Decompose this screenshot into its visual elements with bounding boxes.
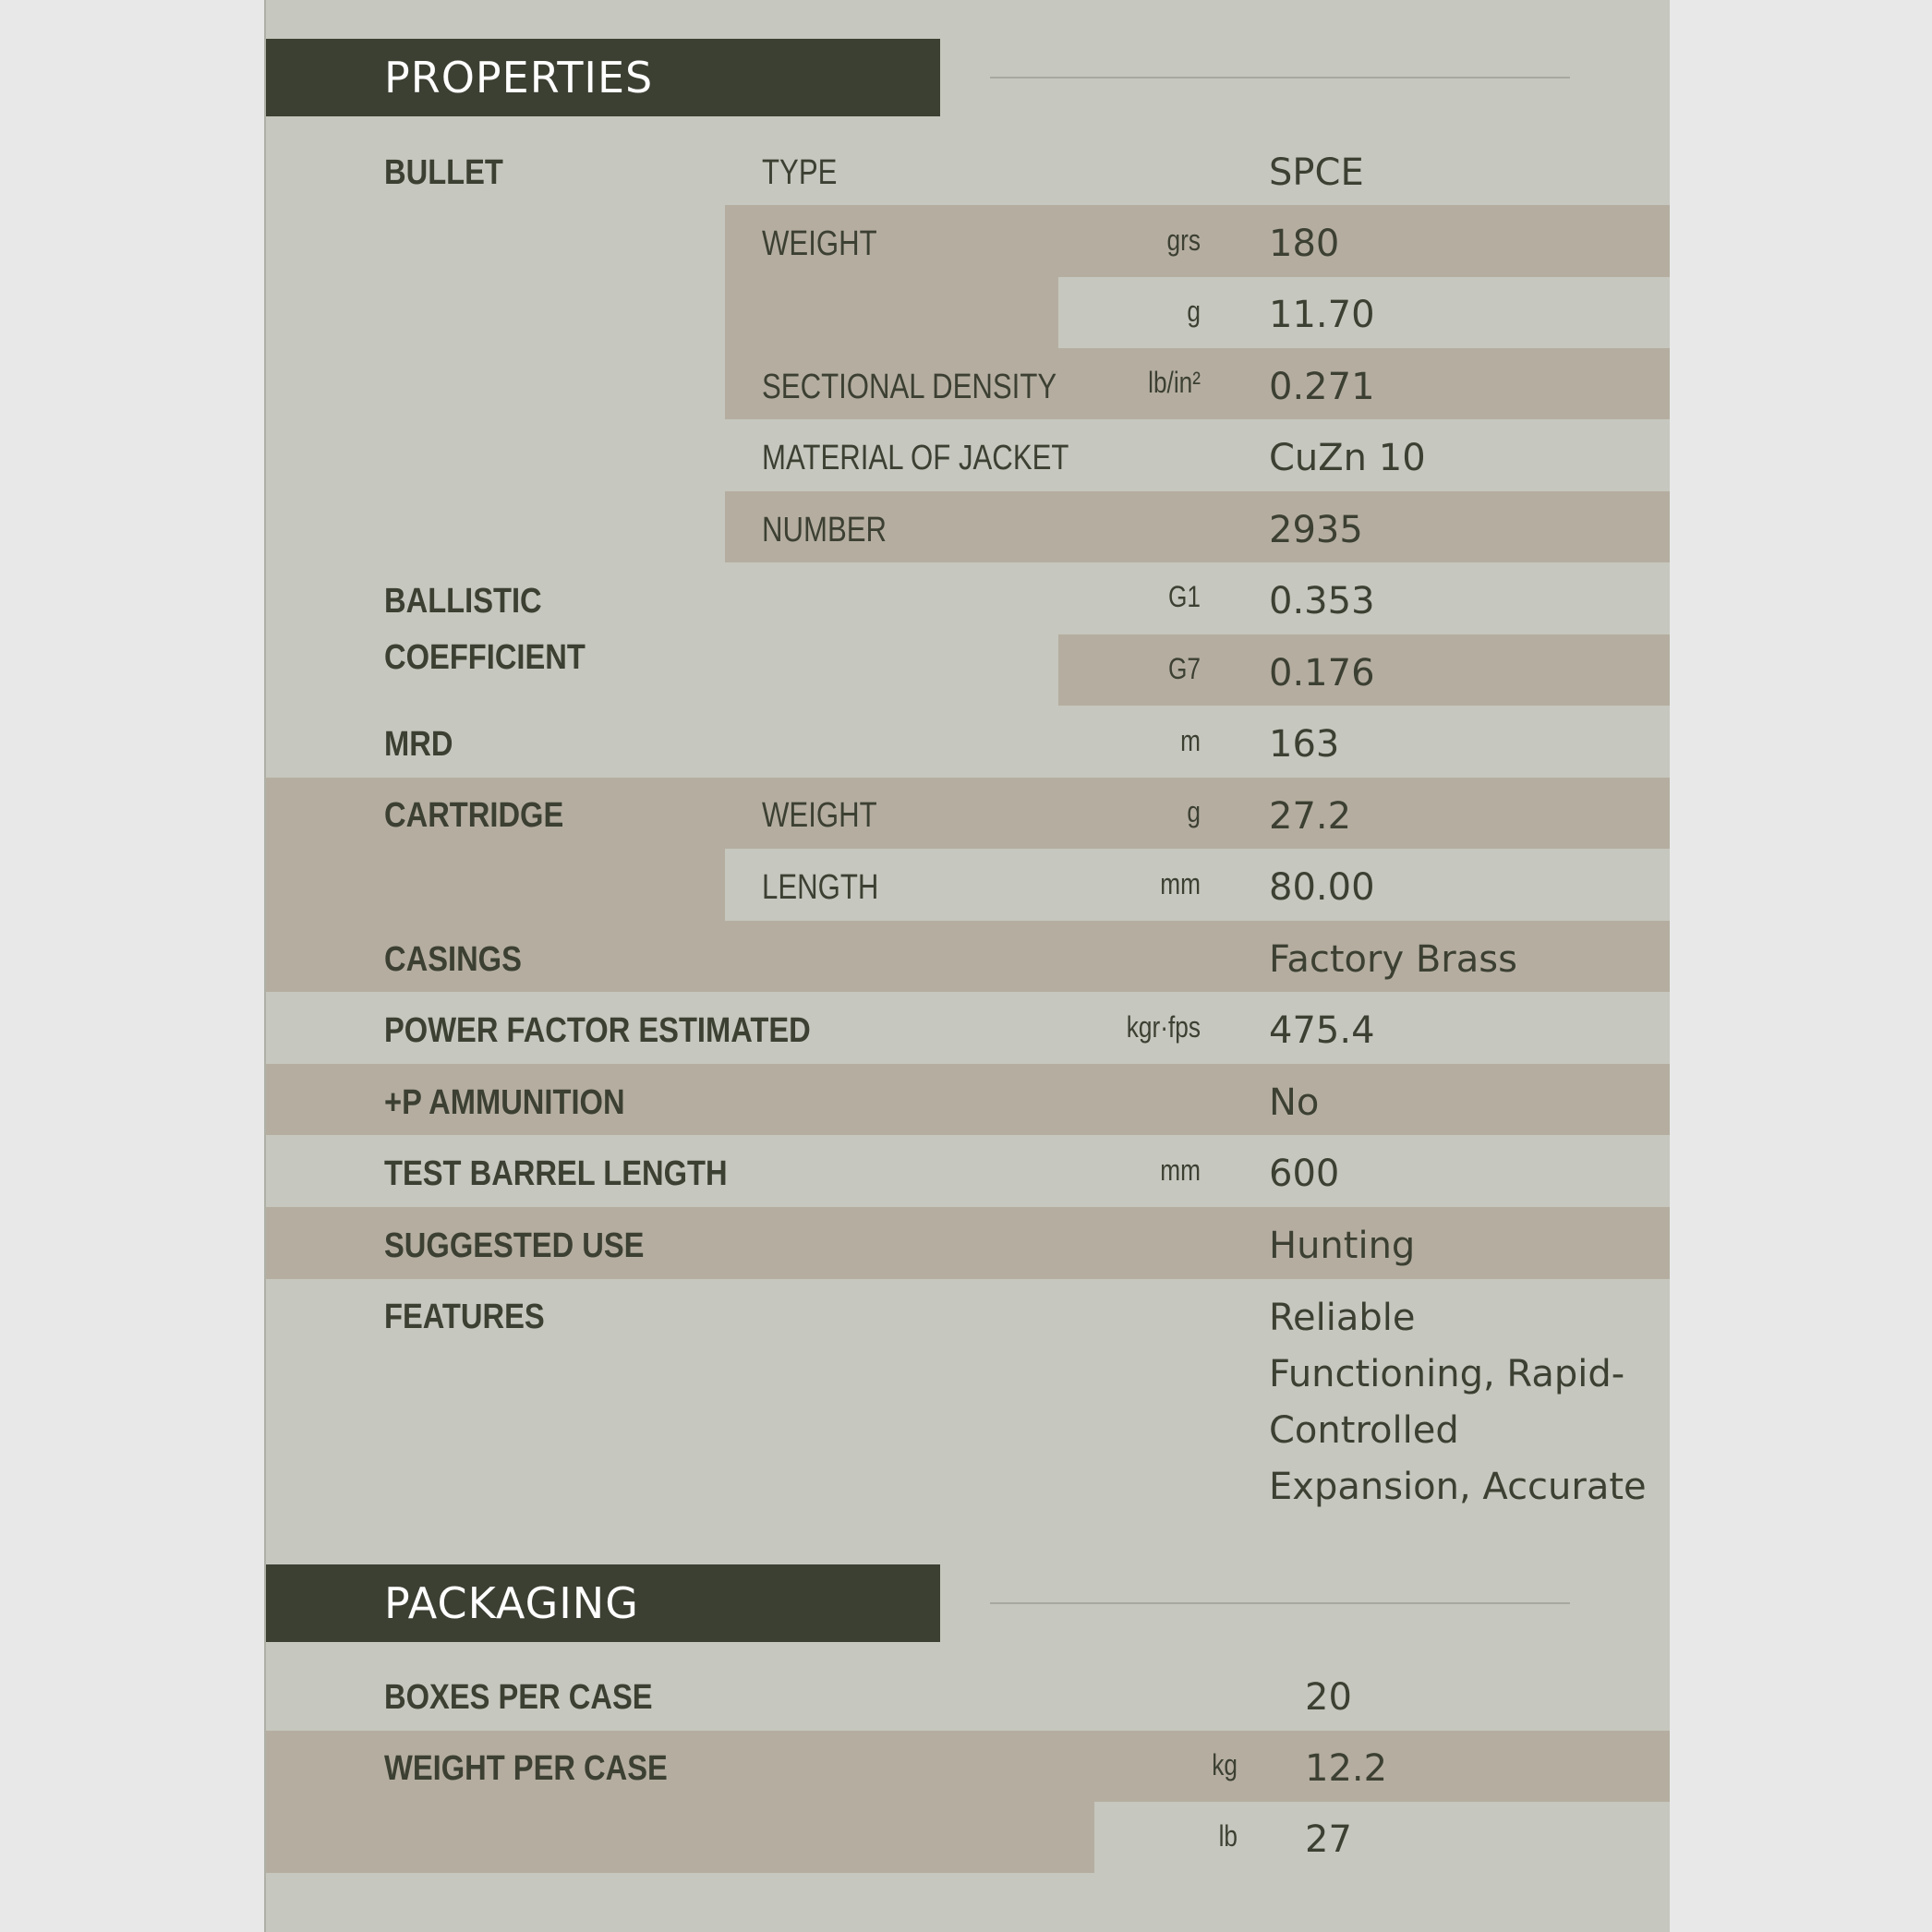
weight-per-case-kg-unit: kg (1212, 1748, 1238, 1781)
weight-per-case-lb-value: 27 (1305, 1818, 1352, 1861)
weight-per-case-label: WEIGHT PER CASE (384, 1749, 668, 1788)
features-line: Controlled (1269, 1409, 1459, 1452)
properties-header: PROPERTIES (266, 39, 940, 116)
bullet-weight-g-unit: g (1187, 295, 1201, 328)
test-barrel-length-value: 600 (1269, 1153, 1340, 1195)
ballistic-g1-value: 0.353 (1269, 580, 1375, 622)
boxes-per-case-label: BOXES PER CASE (384, 1678, 653, 1717)
band-weight-per-case-left (266, 1802, 1094, 1873)
features-line: Expansion, Accurate (1269, 1466, 1647, 1508)
cartridge-weight-value: 27.2 (1269, 795, 1352, 838)
suggested-use-value: Hunting (1269, 1225, 1416, 1267)
bullet-weight-grs-unit: grs (1166, 223, 1201, 257)
sectional-density-label: SECTIONAL DENSITY (762, 368, 1057, 406)
bullet-weight-label: WEIGHT (762, 224, 877, 263)
bullet-label: BULLET (384, 153, 503, 192)
ballistic-label-line1: BALLISTIC (384, 582, 542, 621)
features-value (1269, 1290, 1657, 1515)
properties-header-rule (990, 77, 1570, 78)
properties-sheet (264, 0, 1670, 1932)
bullet-type-value: SPCE (1269, 151, 1364, 194)
bullet-number-value: 2935 (1269, 509, 1363, 551)
sectional-density-value: 0.271 (1269, 366, 1375, 408)
ballistic-g7-unit: G7 (1167, 652, 1201, 685)
ballistic-label-line2: COEFFICIENT (384, 638, 586, 677)
test-barrel-length-unit: mm (1160, 1153, 1201, 1187)
cartridge-label: CARTRIDGE (384, 796, 564, 835)
bullet-type-label: TYPE (762, 153, 838, 192)
plus-p-value: No (1269, 1081, 1320, 1124)
packaging-header-rule (990, 1602, 1570, 1604)
cartridge-length-unit: mm (1160, 867, 1201, 900)
bullet-weight-grs-value: 180 (1269, 223, 1340, 265)
bullet-weight-g-value: 11.70 (1269, 294, 1375, 336)
power-factor-unit: kgr·fps (1126, 1010, 1201, 1044)
weight-per-case-lb-unit: lb (1218, 1819, 1238, 1853)
power-factor-value: 475.4 (1269, 1009, 1375, 1052)
ballistic-g1-unit: G1 (1167, 580, 1201, 613)
ballistic-g7-value: 0.176 (1269, 652, 1375, 694)
mrd-unit: m (1180, 724, 1201, 757)
cartridge-length-label: LENGTH (762, 868, 879, 907)
features-label: FEATURES (384, 1298, 545, 1336)
jacket-material-value: CuZn 10 (1269, 437, 1426, 479)
power-factor-label: POWER FACTOR ESTIMATED (384, 1011, 811, 1050)
suggested-use-label: SUGGESTED USE (384, 1226, 645, 1265)
band-cartridge-left (266, 849, 725, 921)
boxes-per-case-value: 20 (1305, 1676, 1352, 1719)
bullet-number-label: NUMBER (762, 511, 888, 549)
cartridge-weight-unit: g (1187, 795, 1201, 828)
casings-label: CASINGS (384, 940, 522, 979)
mrd-value: 163 (1269, 723, 1340, 766)
sectional-density-unit: lb/in² (1148, 366, 1201, 399)
jacket-material-label: MATERIAL OF JACKET (762, 439, 1069, 477)
cartridge-weight-label: WEIGHT (762, 796, 877, 835)
features-line: Reliable (1269, 1297, 1416, 1339)
band-bullet-weight-left (725, 277, 1058, 348)
weight-per-case-kg-value: 12.2 (1305, 1747, 1388, 1790)
plus-p-label: +P AMMUNITION (384, 1083, 625, 1122)
casings-value: Factory Brass (1269, 938, 1517, 981)
test-barrel-length-label: TEST BARREL LENGTH (384, 1154, 728, 1193)
cartridge-length-value: 80.00 (1269, 866, 1375, 909)
mrd-label: MRD (384, 725, 453, 764)
packaging-header: PACKAGING (266, 1564, 940, 1642)
features-line: Functioning, Rapid- (1269, 1353, 1625, 1395)
